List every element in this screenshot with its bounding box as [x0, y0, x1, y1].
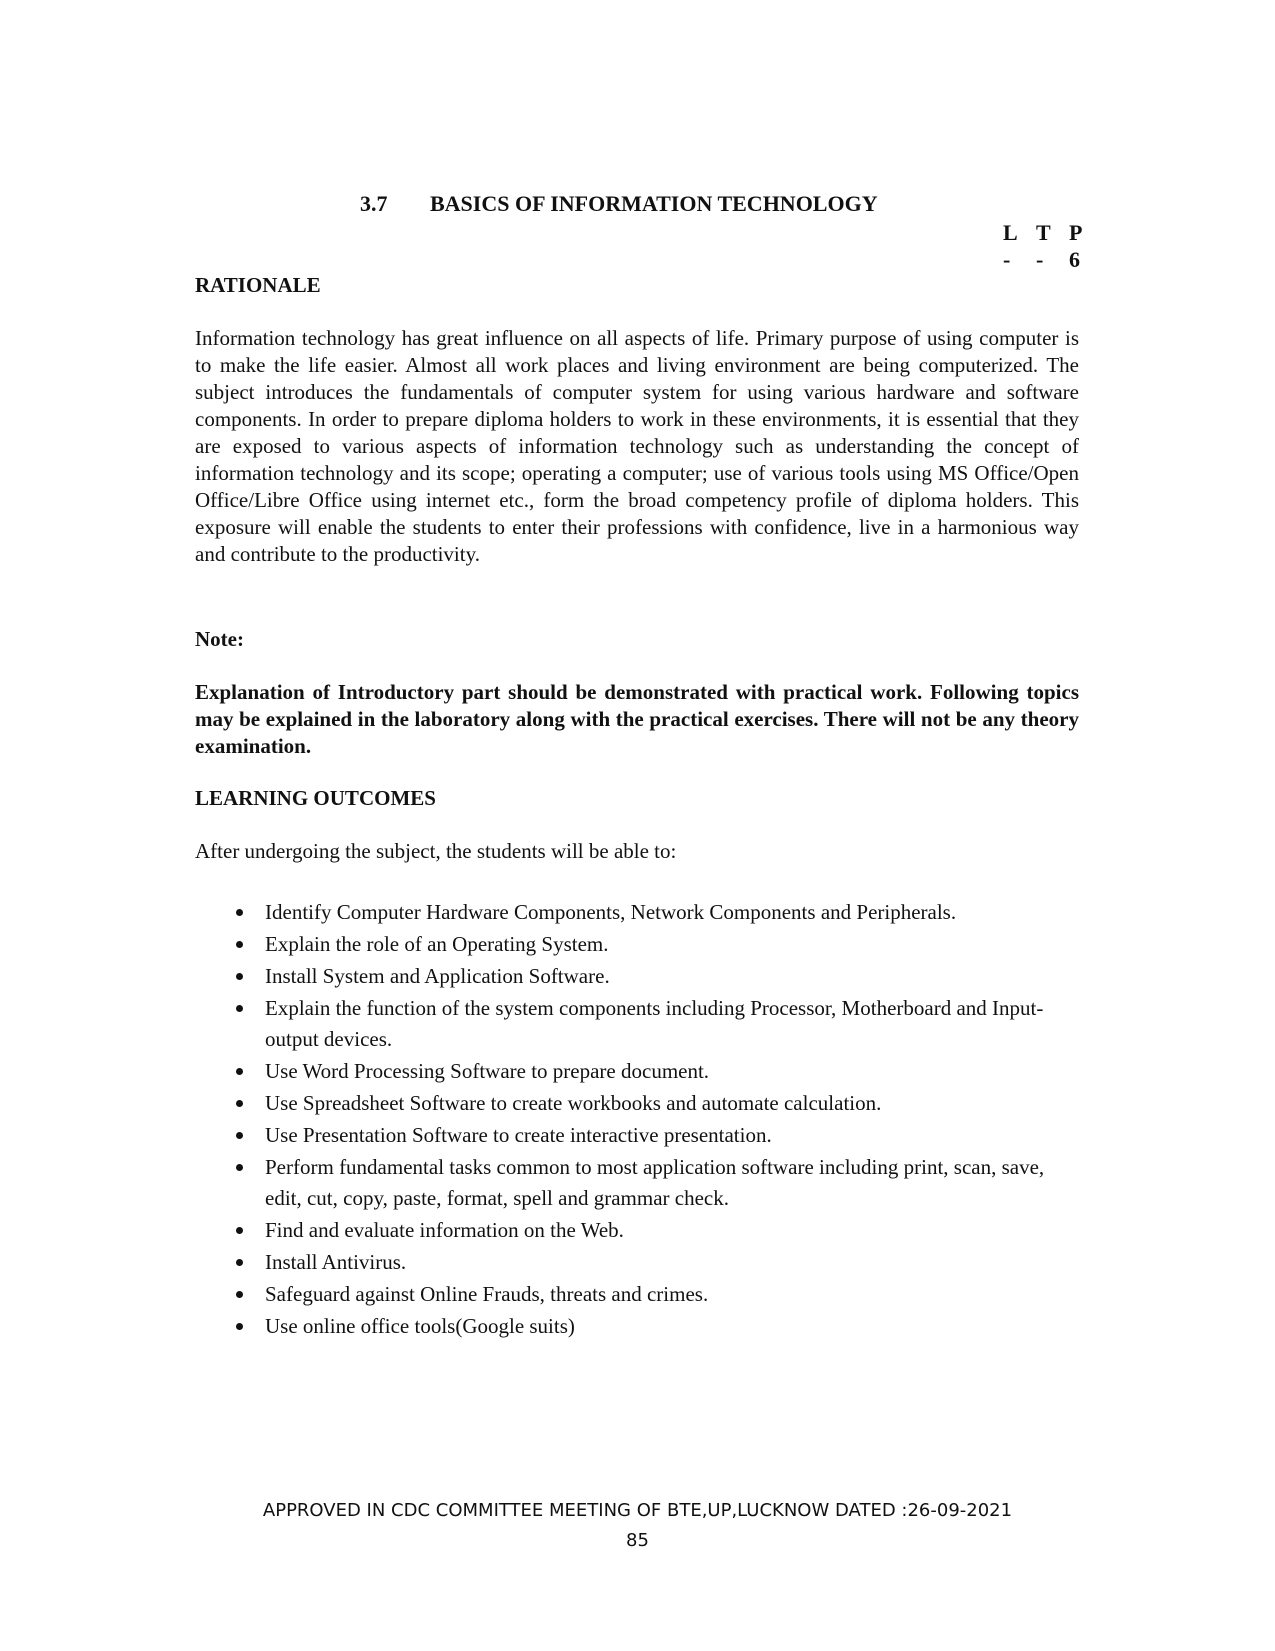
ltp-value-l: -	[1003, 247, 1011, 272]
list-item: Use Spreadsheet Software to create workbooks and automate calculation.	[195, 1088, 1085, 1119]
bullet-icon	[236, 941, 243, 948]
list-item: Use Presentation Software to create interactive presentation.	[195, 1120, 1085, 1151]
bullet-icon	[236, 973, 243, 980]
list-item: Explain the function of the system components including Processor, Motherboard and Input-output devices.	[195, 993, 1085, 1055]
page-number: 85	[626, 1530, 649, 1551]
bullet-icon	[236, 1291, 243, 1298]
learning-outcomes-heading: LEARNING OUTCOMES	[195, 786, 436, 810]
list-item: Safeguard against Online Frauds, threats and crimes.	[195, 1279, 1085, 1310]
list-item: Install System and Application Software.	[195, 961, 1085, 992]
bullet-icon	[236, 1068, 243, 1075]
bullet-icon	[236, 1227, 243, 1234]
list-item: Perform fundamental tasks common to most application software including print, scan, save, edit, cut, copy, paste, format, spell and grammar check.	[195, 1152, 1085, 1214]
list-item: Explain the role of an Operating System.	[195, 929, 1085, 960]
learning-outcomes-list	[195, 897, 1085, 1343]
ltp-labels	[1003, 219, 1102, 246]
bullet-icon	[236, 1132, 243, 1139]
bullet-icon	[236, 1100, 243, 1107]
note-paragraph: Explanation of Introductory part should be demonstrated with practical work. Following topics may be explained in the laboratory along with the practical exercises. There will not be any theory examination.	[195, 680, 1079, 758]
bullet-icon	[236, 1005, 243, 1012]
note-heading: Note:	[195, 627, 244, 651]
ltp-value-t: -	[1036, 247, 1044, 272]
section-title	[360, 191, 878, 217]
ltp-value-p: 6	[1069, 247, 1080, 272]
section-title-text: BASICS OF INFORMATION TECHNOLOGY	[430, 191, 878, 216]
list-item: Find and evaluate information on the Web.	[195, 1215, 1085, 1246]
ltp-label-l: L	[1003, 220, 1018, 245]
section-number: 3.7	[360, 191, 388, 216]
approval-footer: APPROVED IN CDC COMMITTEE MEETING OF BTE,UP,LUCKNOW DATED :26-09-2021	[262, 1500, 1013, 1521]
ltp-values	[1003, 246, 1102, 273]
list-item: Use Word Processing Software to prepare document.	[195, 1056, 1085, 1087]
list-item: Install Antivirus.	[195, 1247, 1085, 1278]
list-item: Use online office tools(Google suits)	[195, 1311, 1085, 1342]
ltp-table	[1003, 219, 1102, 273]
list-item: Identify Computer Hardware Components, Network Components and Peripherals.	[195, 897, 1085, 928]
bullet-icon	[236, 1164, 243, 1171]
ltp-label-t: T	[1036, 220, 1051, 245]
learning-outcomes-intro: After undergoing the subject, the students will be able to:	[195, 839, 677, 863]
rationale-heading: RATIONALE	[195, 273, 321, 297]
ltp-label-p: P	[1069, 220, 1083, 245]
rationale-paragraph: Information technology has great influence on all aspects of life. Primary purpose of using computer is to make the life easier. Almost all work places and living environment are being computerized. The subject introduces the fundamentals of computer system for using various hardware and software components. In order to prepare diploma holders to work in these environments, it is essential that they are exposed to various aspects of information technology such as understanding the concept of information technology and its scope; operating a computer; use of various tools using MS Office/Open Office/Libre Office using internet etc., form the broad competency profile of diploma holders. This exposure will enable the students to enter their professions with confidence, live in a harmonious way and contribute to the productivity.	[195, 326, 1079, 566]
bullet-icon	[236, 1323, 243, 1330]
bullet-icon	[236, 909, 243, 916]
bullet-icon	[236, 1259, 243, 1266]
